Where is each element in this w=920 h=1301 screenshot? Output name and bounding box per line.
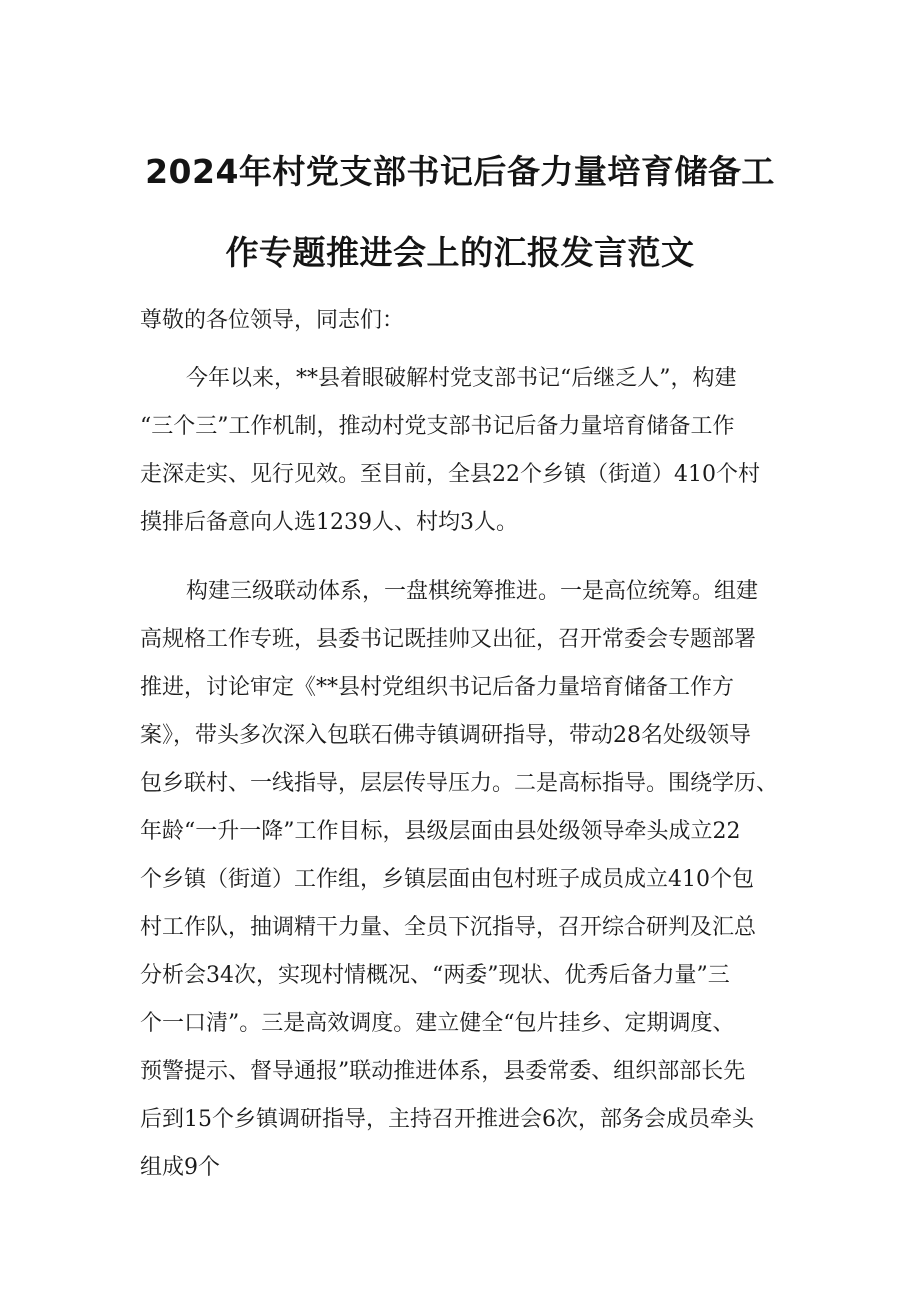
paragraph-2-line: 组成9个 [140, 1155, 220, 1180]
paragraph-1-line: “三个三”工作机制，推动村党支部书记后备力量培育储备工作 [140, 414, 735, 439]
document-title-line-1: 2024年村党支部书记后备力量培育储备工 [145, 152, 775, 191]
paragraph-2 [140, 568, 795, 1192]
paragraph-2-line: 个一口清”。三是高效调度。建立健全“包片挂乡、定期调度、 [140, 1011, 735, 1036]
paragraph-2-line: 后到15个乡镇调研指导，主持召开推进会6次，部务会成员牵头 [140, 1107, 754, 1132]
paragraph-1-line: 走深走实、见行见效。至目前，全县22个乡镇（街道）410个村 [140, 462, 760, 487]
salutation [140, 297, 795, 345]
paragraph-2-line: 预警提示、督导通报”联动推进体系，县委常委、组织部部长先 [140, 1059, 746, 1084]
paragraph-1 [140, 355, 795, 547]
paragraph-2-line: 构建三级联动体系，一盘棋统筹推进。一是高位统筹。组建 [186, 579, 759, 604]
paragraph-2-line: 村工作队，抽调精干力量、全员下沉指导，召开综合研判及汇总 [140, 915, 757, 940]
paragraph-2-line: 分析会34次，实现村情概况、“两委”现状、优秀后备力量”三 [140, 963, 730, 988]
paragraph-2-line: 个乡镇（街道）工作组，乡镇层面由包村班子成员成立410个包 [140, 867, 754, 892]
salutation-text: 尊敬的各位领导，同志们： [140, 308, 405, 333]
paragraph-1-line: 今年以来，**县着眼破解村党支部书记“后继乏人”，构建 [186, 366, 737, 391]
paragraph-2-line: 高规格工作专班，县委书记既挂帅又出征，召开常委会专题部署 [140, 627, 757, 652]
document-title-line-2: 作专题推进会上的汇报发言范文 [225, 233, 695, 272]
paragraph-2-line: 案》，带头多次深入包联石佛寺镇调研指导，带动28名处级领导 [140, 723, 751, 748]
paragraph-2-line: 年龄“一升一降”工作目标，县级层面由县处级领导牵头成立22 [140, 819, 741, 844]
paragraph-1-line: 摸排后备意向人选1239人、村均3人。 [140, 510, 518, 535]
paragraph-2-line: 包乡联村、一线指导，层层传导压力。二是高标指导。围绕学历、 [140, 771, 779, 796]
paragraph-2-line: 推进，讨论审定《**县村党组织书记后备力量培育储备工作方 [140, 675, 735, 700]
